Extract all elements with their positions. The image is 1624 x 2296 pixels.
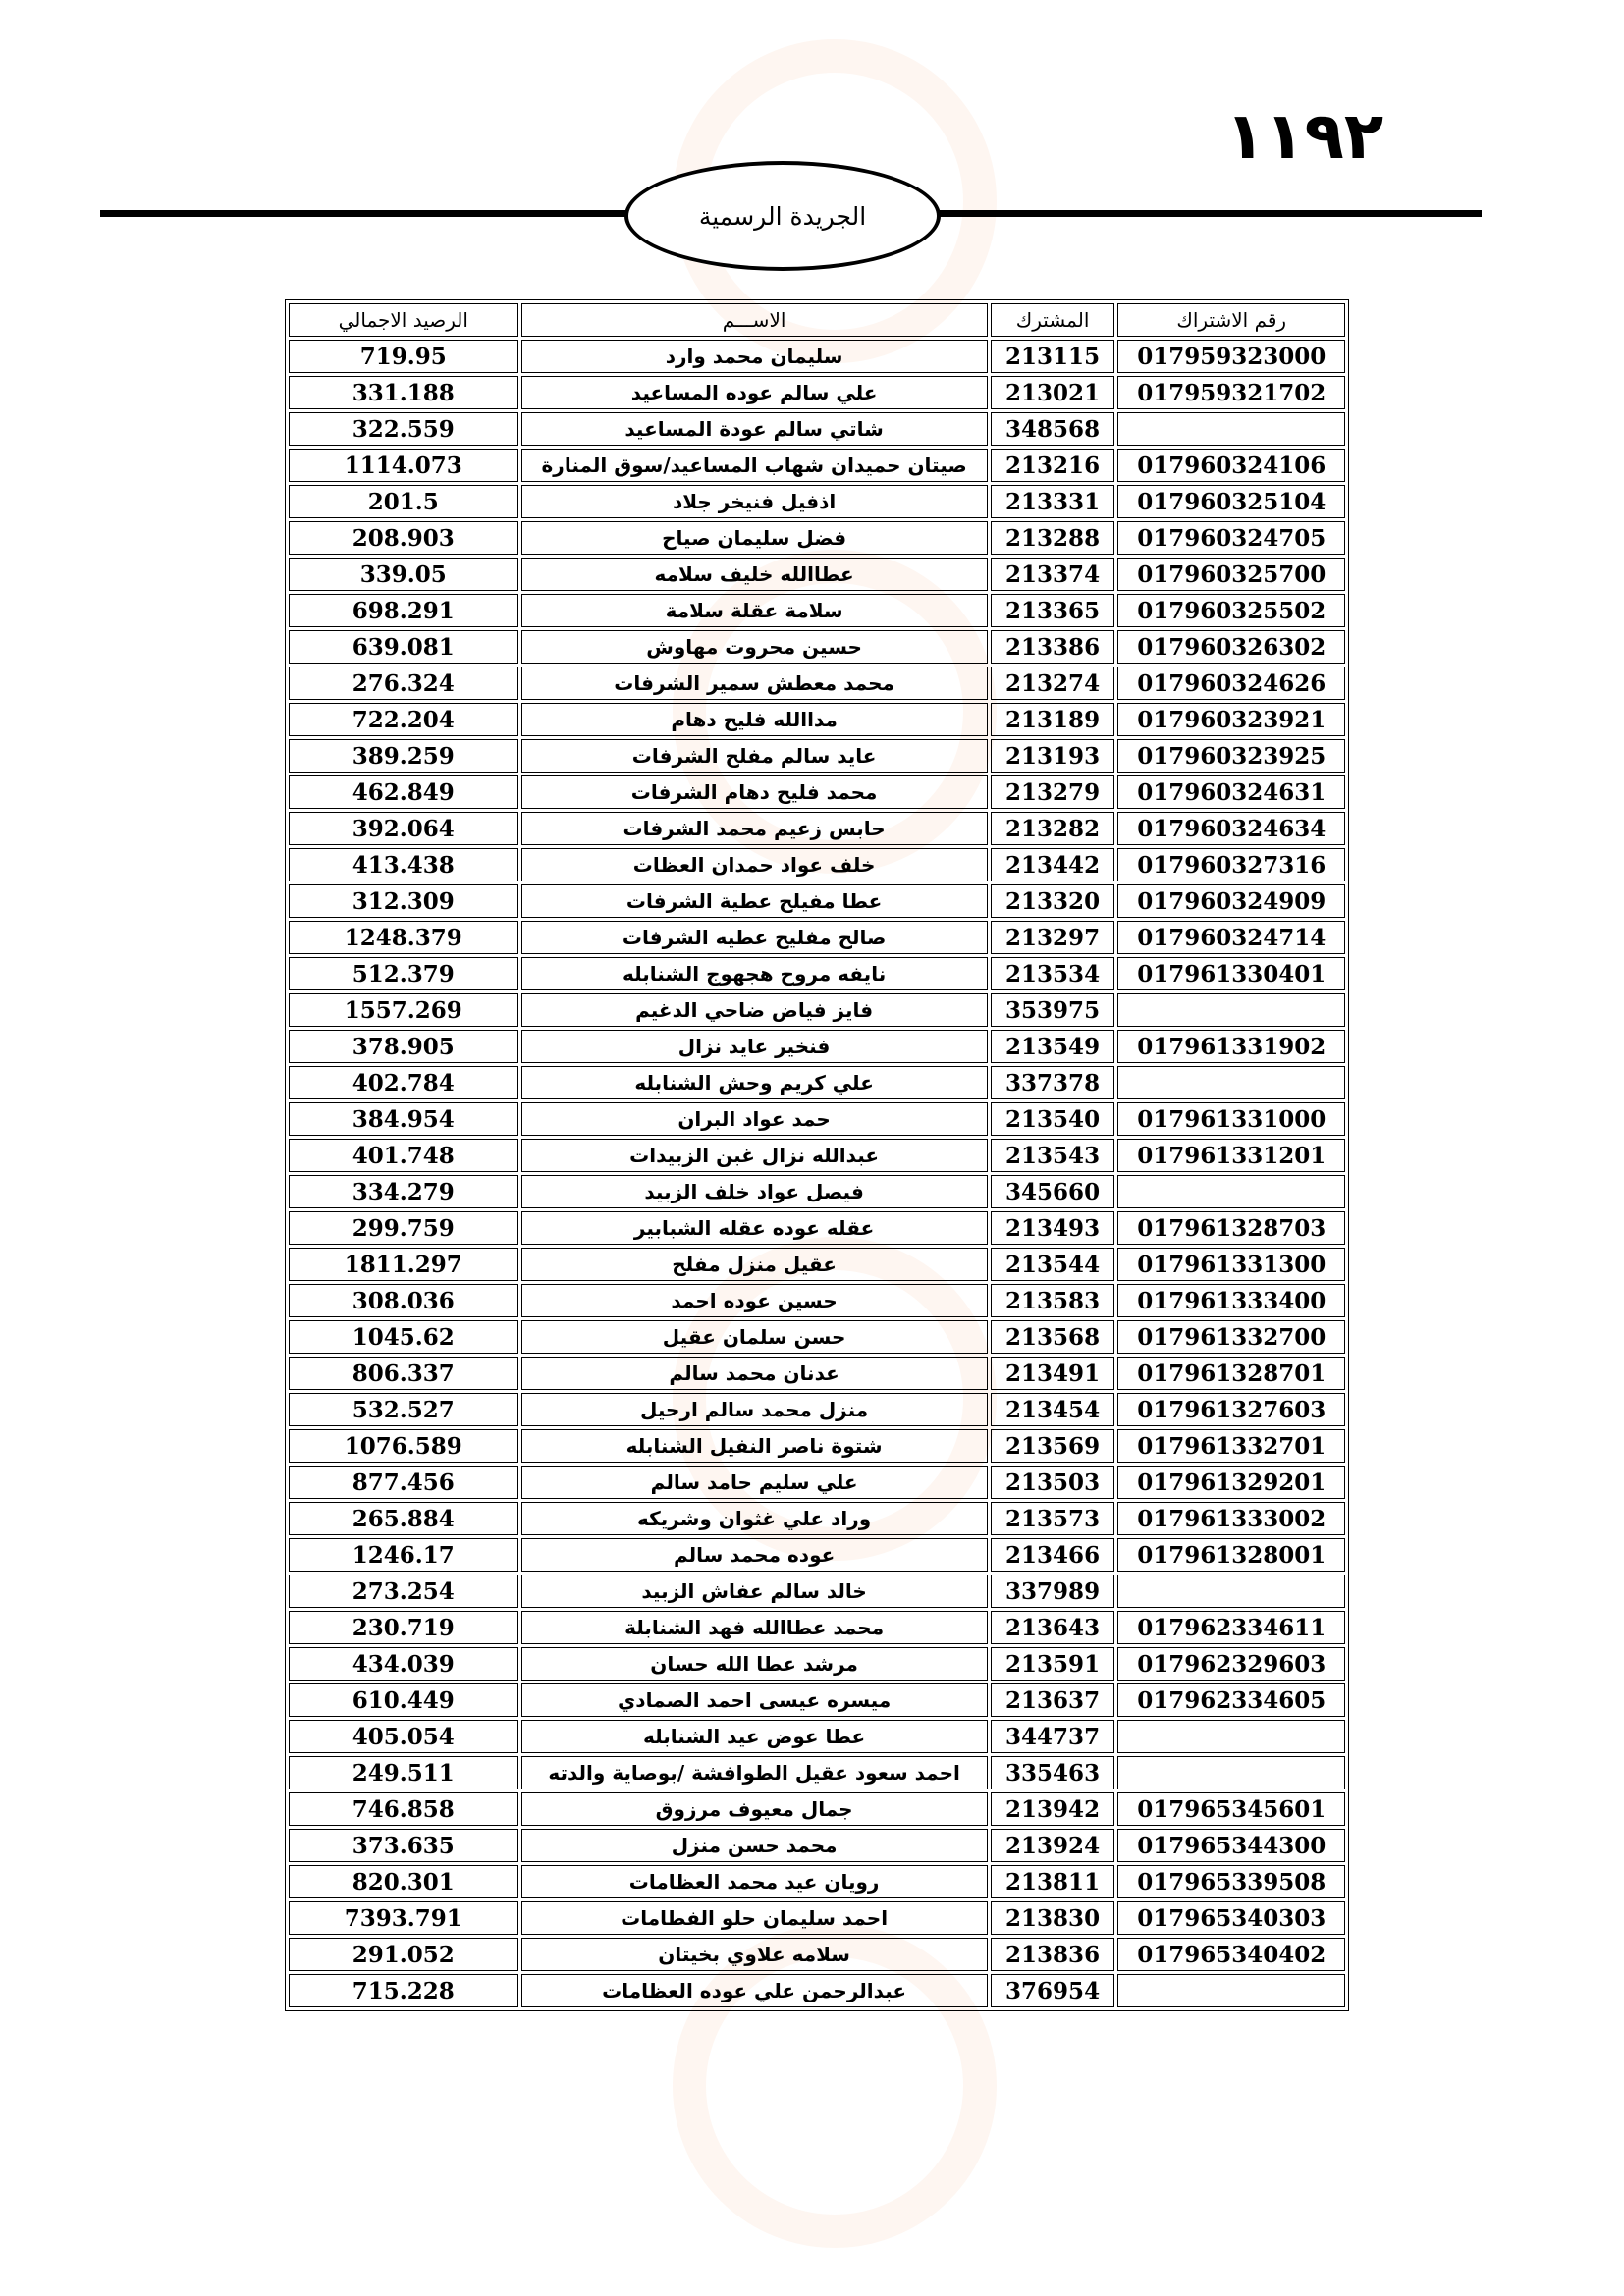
cell-balance: 334.279 — [289, 1175, 518, 1208]
cell-subscriber: 213540 — [991, 1102, 1115, 1136]
header-rule-left — [100, 210, 628, 217]
page-number: ١١٩٢ — [1225, 98, 1384, 174]
cell-name: فضل سليمان صياح — [521, 521, 988, 555]
cell-account: 017961331300 — [1117, 1248, 1345, 1281]
table-row — [289, 1030, 1345, 1063]
cell-name: شتوة ناصر النفيل الشنابله — [521, 1429, 988, 1463]
cell-name: حسين محروت مهاوش — [521, 630, 988, 664]
table-row — [289, 1102, 1345, 1136]
cell-account — [1117, 1756, 1345, 1789]
cell-account: 017960324626 — [1117, 667, 1345, 700]
cell-balance: 462.849 — [289, 775, 518, 809]
cell-account — [1117, 1066, 1345, 1099]
cell-account: 017961332701 — [1117, 1429, 1345, 1463]
cell-subscriber: 213442 — [991, 848, 1115, 881]
cell-name: مداالله فليح دهام — [521, 703, 988, 736]
cell-subscriber: 213583 — [991, 1284, 1115, 1317]
cell-account: 017960325502 — [1117, 594, 1345, 627]
cell-balance: 806.337 — [289, 1357, 518, 1390]
cell-account: 017961330401 — [1117, 957, 1345, 990]
cell-balance: 322.559 — [289, 412, 518, 446]
cell-name: احمد سعود عقيل الطوافشة /بوصاية والدته — [521, 1756, 988, 1789]
table-row — [289, 1393, 1345, 1426]
cell-subscriber: 213189 — [991, 703, 1115, 736]
cell-name: اذفيل فنيخر جلاد — [521, 485, 988, 518]
table-row — [289, 1466, 1345, 1499]
cell-name: رويان عيد محمد العظامات — [521, 1865, 988, 1898]
cell-subscriber: 213568 — [991, 1320, 1115, 1354]
table-row — [289, 1938, 1345, 1971]
table-row — [289, 449, 1345, 482]
cell-account: 017961329201 — [1117, 1466, 1345, 1499]
cell-balance: 746.858 — [289, 1792, 518, 1826]
cell-name: محمد عطاالله فهد الشنابلة — [521, 1611, 988, 1644]
cell-account: 017961327603 — [1117, 1393, 1345, 1426]
cell-subscriber: 213830 — [991, 1901, 1115, 1935]
table-row — [289, 775, 1345, 809]
cell-account: 017960323925 — [1117, 739, 1345, 773]
cell-account: 017961331000 — [1117, 1102, 1345, 1136]
table-row — [289, 1175, 1345, 1208]
cell-balance: 312.309 — [289, 884, 518, 918]
cell-balance: 201.5 — [289, 485, 518, 518]
cell-balance: 378.905 — [289, 1030, 518, 1063]
table-row — [289, 1792, 1345, 1826]
cell-name: حابس زعيم محمد الشرفات — [521, 812, 988, 845]
cell-subscriber: 337378 — [991, 1066, 1115, 1099]
table-row — [289, 1575, 1345, 1608]
cell-balance: 1076.589 — [289, 1429, 518, 1463]
cell-balance: 1811.297 — [289, 1248, 518, 1281]
cell-account: 017965340402 — [1117, 1938, 1345, 1971]
table-row — [289, 1611, 1345, 1644]
cell-name: محمد حسن منزل — [521, 1829, 988, 1862]
cell-name: ميسره عيسى احمد الصمادي — [521, 1683, 988, 1717]
cell-name: صيتان حميدان شهاب المساعيد/سوق المنارة — [521, 449, 988, 482]
cell-subscriber: 213544 — [991, 1248, 1115, 1281]
cell-account: 017961332700 — [1117, 1320, 1345, 1354]
table-body — [289, 340, 1345, 2007]
table-row — [289, 812, 1345, 845]
cell-subscriber: 213491 — [991, 1357, 1115, 1390]
table-row — [289, 1865, 1345, 1898]
cell-subscriber: 213591 — [991, 1647, 1115, 1681]
cell-balance: 532.527 — [289, 1393, 518, 1426]
cell-subscriber: 213288 — [991, 521, 1115, 555]
cell-balance: 722.204 — [289, 703, 518, 736]
cell-account: 017961333002 — [1117, 1502, 1345, 1535]
cell-name: خالد سالم عفاش الزبيد — [521, 1575, 988, 1608]
cell-name: عقيل منزل مفلح — [521, 1248, 988, 1281]
cell-balance: 373.635 — [289, 1829, 518, 1862]
cell-account — [1117, 1974, 1345, 2007]
cell-account: 017960324631 — [1117, 775, 1345, 809]
cell-balance: 512.379 — [289, 957, 518, 990]
cell-subscriber: 348568 — [991, 412, 1115, 446]
cell-name: عطاالله خليف سلامه — [521, 558, 988, 591]
cell-account — [1117, 412, 1345, 446]
cell-subscriber: 213924 — [991, 1829, 1115, 1862]
cell-name: علي سليم حامد سالم — [521, 1466, 988, 1499]
cell-subscriber: 213021 — [991, 376, 1115, 409]
table-row — [289, 1357, 1345, 1390]
cell-account: 017962334611 — [1117, 1611, 1345, 1644]
cell-subscriber: 213466 — [991, 1538, 1115, 1572]
column-header-subscriber: المشترك — [991, 303, 1115, 337]
cell-account: 017961331902 — [1117, 1030, 1345, 1063]
cell-balance: 877.456 — [289, 1466, 518, 1499]
cell-subscriber: 353975 — [991, 993, 1115, 1027]
cell-balance: 276.324 — [289, 667, 518, 700]
table-row — [289, 667, 1345, 700]
table-row — [289, 521, 1345, 555]
cell-balance: 1557.269 — [289, 993, 518, 1027]
cell-balance: 384.954 — [289, 1102, 518, 1136]
table-row — [289, 594, 1345, 627]
cell-subscriber: 213503 — [991, 1466, 1115, 1499]
cell-subscriber: 376954 — [991, 1974, 1115, 2007]
cell-subscriber: 213637 — [991, 1683, 1115, 1717]
cell-balance: 1045.62 — [289, 1320, 518, 1354]
cell-account: 017959321702 — [1117, 376, 1345, 409]
cell-balance: 715.228 — [289, 1974, 518, 2007]
cell-subscriber: 213493 — [991, 1211, 1115, 1245]
table-row — [289, 1429, 1345, 1463]
table-row — [289, 1139, 1345, 1172]
cell-subscriber: 213534 — [991, 957, 1115, 990]
cell-subscriber: 213454 — [991, 1393, 1115, 1426]
cell-account: 017960325104 — [1117, 485, 1345, 518]
cell-account: 017965340303 — [1117, 1901, 1345, 1935]
header-rule-right — [928, 210, 1482, 217]
cell-name: فيصل عواد خلف الزبيد — [521, 1175, 988, 1208]
cell-subscriber: 344737 — [991, 1720, 1115, 1753]
table-row — [289, 1683, 1345, 1717]
cell-subscriber: 213282 — [991, 812, 1115, 845]
cell-account: 017961333400 — [1117, 1284, 1345, 1317]
cell-subscriber: 213115 — [991, 340, 1115, 373]
cell-account: 017961328001 — [1117, 1538, 1345, 1572]
cell-balance: 719.95 — [289, 340, 518, 373]
table-row — [289, 921, 1345, 954]
table-row — [289, 1502, 1345, 1535]
cell-name: عقله عوده عقله الشبابير — [521, 1211, 988, 1245]
cell-name: عايد سالم مفلح الشرفات — [521, 739, 988, 773]
cell-subscriber: 213193 — [991, 739, 1115, 773]
table-row — [289, 1248, 1345, 1281]
cell-subscriber: 213549 — [991, 1030, 1115, 1063]
table-row — [289, 1901, 1345, 1935]
cell-name: فايز فياض ضاحي الدغيم — [521, 993, 988, 1027]
table-row — [289, 412, 1345, 446]
cell-account: 017959323000 — [1117, 340, 1345, 373]
cell-balance: 7393.791 — [289, 1901, 518, 1935]
cell-subscriber: 213569 — [991, 1429, 1115, 1463]
cell-name: حسن سلمان عقيل — [521, 1320, 988, 1354]
cell-balance: 610.449 — [289, 1683, 518, 1717]
cell-account: 017960325700 — [1117, 558, 1345, 591]
cell-name: احمد سليمان حلو الفطامات — [521, 1901, 988, 1935]
cell-balance: 291.052 — [289, 1938, 518, 1971]
table-row — [289, 1211, 1345, 1245]
cell-account: 017960324106 — [1117, 449, 1345, 482]
cell-subscriber: 213836 — [991, 1938, 1115, 1971]
cell-account — [1117, 1575, 1345, 1608]
cell-balance: 405.054 — [289, 1720, 518, 1753]
cell-subscriber: 213386 — [991, 630, 1115, 664]
cell-name: علي سالم عوده المساعيد — [521, 376, 988, 409]
table-row — [289, 1066, 1345, 1099]
table-row — [289, 376, 1345, 409]
cell-subscriber: 213279 — [991, 775, 1115, 809]
cell-account — [1117, 1720, 1345, 1753]
table-row — [289, 630, 1345, 664]
cell-account: 017960323921 — [1117, 703, 1345, 736]
cell-name: صالح مفليح عطيه الشرفات — [521, 921, 988, 954]
table-row — [289, 739, 1345, 773]
cell-name: عبدالله نزال غبن الزبيدات — [521, 1139, 988, 1172]
cell-subscriber: 213297 — [991, 921, 1115, 954]
table-row — [289, 1974, 1345, 2007]
table-row — [289, 957, 1345, 990]
cell-account: 017960324714 — [1117, 921, 1345, 954]
cell-name: سلامة عقلة سلامة — [521, 594, 988, 627]
cell-balance: 1248.379 — [289, 921, 518, 954]
cell-name: عبدالرحمن علي عوده العظامات — [521, 1974, 988, 2007]
cell-balance: 265.884 — [289, 1502, 518, 1535]
cell-account: 017965345601 — [1117, 1792, 1345, 1826]
table-row — [289, 1756, 1345, 1789]
cell-balance: 401.748 — [289, 1139, 518, 1172]
cell-account: 017961331201 — [1117, 1139, 1345, 1172]
column-header-balance: الرصيد الاجمالي — [289, 303, 518, 337]
cell-account: 017961328701 — [1117, 1357, 1345, 1390]
cell-balance: 434.039 — [289, 1647, 518, 1681]
cell-name: وراد علي غثوان وشريكه — [521, 1502, 988, 1535]
cell-account — [1117, 1175, 1345, 1208]
cell-account: 017960324909 — [1117, 884, 1345, 918]
cell-balance: 413.438 — [289, 848, 518, 881]
cell-balance: 402.784 — [289, 1066, 518, 1099]
table-row — [289, 1829, 1345, 1862]
cell-name: عدنان محمد سالم — [521, 1357, 988, 1390]
cell-name: محمد معطش سمير الشرفات — [521, 667, 988, 700]
cell-subscriber: 345660 — [991, 1175, 1115, 1208]
table-row — [289, 848, 1345, 881]
table-row — [289, 1538, 1345, 1572]
cell-subscriber: 335463 — [991, 1756, 1115, 1789]
cell-name: حسين عوده احمد — [521, 1284, 988, 1317]
cell-name: محمد فليح دهام الشرفات — [521, 775, 988, 809]
cell-subscriber: 213543 — [991, 1139, 1115, 1172]
cell-name: عوده محمد سالم — [521, 1538, 988, 1572]
gazette-title: الجريدة الرسمية — [624, 161, 941, 271]
cell-balance: 339.05 — [289, 558, 518, 591]
cell-subscriber: 213365 — [991, 594, 1115, 627]
cell-balance: 1246.17 — [289, 1538, 518, 1572]
cell-name: نايفه مروح هجهوج الشنابله — [521, 957, 988, 990]
cell-subscriber: 213320 — [991, 884, 1115, 918]
cell-name: سلامه علاوي بخيتان — [521, 1938, 988, 1971]
cell-subscriber: 213274 — [991, 667, 1115, 700]
table-row — [289, 1320, 1345, 1354]
cell-balance: 308.036 — [289, 1284, 518, 1317]
cell-name: سليمان محمد وارد — [521, 340, 988, 373]
cell-balance: 639.081 — [289, 630, 518, 664]
cell-name: منزل محمد سالم ارحيل — [521, 1393, 988, 1426]
cell-subscriber: 213942 — [991, 1792, 1115, 1826]
cell-account: 017965339508 — [1117, 1865, 1345, 1898]
cell-account: 017962334605 — [1117, 1683, 1345, 1717]
cell-account: 017960324634 — [1117, 812, 1345, 845]
table-row — [289, 1720, 1345, 1753]
cell-name: عطا عوض عيد الشنابله — [521, 1720, 988, 1753]
table-header-row — [289, 303, 1345, 337]
table-row — [289, 558, 1345, 591]
cell-subscriber: 213573 — [991, 1502, 1115, 1535]
cell-name: مرشد عطا الله حسان — [521, 1647, 988, 1681]
cell-name: جمال معيوف مرزوق — [521, 1792, 988, 1826]
cell-balance: 331.188 — [289, 376, 518, 409]
table-row — [289, 993, 1345, 1027]
table-row — [289, 1647, 1345, 1681]
cell-name: شاتي سالم عودة المساعيد — [521, 412, 988, 446]
cell-account: 017960326302 — [1117, 630, 1345, 664]
cell-balance: 389.259 — [289, 739, 518, 773]
table-row — [289, 485, 1345, 518]
cell-account: 017960327316 — [1117, 848, 1345, 881]
table-row — [289, 703, 1345, 736]
cell-account: 017965344300 — [1117, 1829, 1345, 1862]
cell-name: عطا مفيلح عطية الشرفات — [521, 884, 988, 918]
table-row — [289, 1284, 1345, 1317]
column-header-name: الاســـم — [521, 303, 988, 337]
table-row — [289, 340, 1345, 373]
cell-name: فنخير عايد نزال — [521, 1030, 988, 1063]
cell-balance: 230.719 — [289, 1611, 518, 1644]
cell-subscriber: 213374 — [991, 558, 1115, 591]
cell-balance: 1114.073 — [289, 449, 518, 482]
cell-subscriber: 213216 — [991, 449, 1115, 482]
cell-subscriber: 337989 — [991, 1575, 1115, 1608]
cell-subscriber: 213643 — [991, 1611, 1115, 1644]
cell-balance: 698.291 — [289, 594, 518, 627]
cell-balance: 392.064 — [289, 812, 518, 845]
cell-balance: 299.759 — [289, 1211, 518, 1245]
column-header-account: رقم الاشتراك — [1117, 303, 1345, 337]
cell-subscriber: 213811 — [991, 1865, 1115, 1898]
cell-balance: 820.301 — [289, 1865, 518, 1898]
cell-account: 017961328703 — [1117, 1211, 1345, 1245]
cell-account: 017960324705 — [1117, 521, 1345, 555]
cell-account: 017962329603 — [1117, 1647, 1345, 1681]
cell-balance: 208.903 — [289, 521, 518, 555]
table-row — [289, 884, 1345, 918]
cell-name: خلف عواد حمدان العظات — [521, 848, 988, 881]
cell-account — [1117, 993, 1345, 1027]
cell-subscriber: 213331 — [991, 485, 1115, 518]
cell-balance: 249.511 — [289, 1756, 518, 1789]
cell-balance: 273.254 — [289, 1575, 518, 1608]
subscribers-table — [285, 299, 1349, 2011]
cell-name: حمد عواد البران — [521, 1102, 988, 1136]
cell-name: علي كريم وحش الشنابله — [521, 1066, 988, 1099]
